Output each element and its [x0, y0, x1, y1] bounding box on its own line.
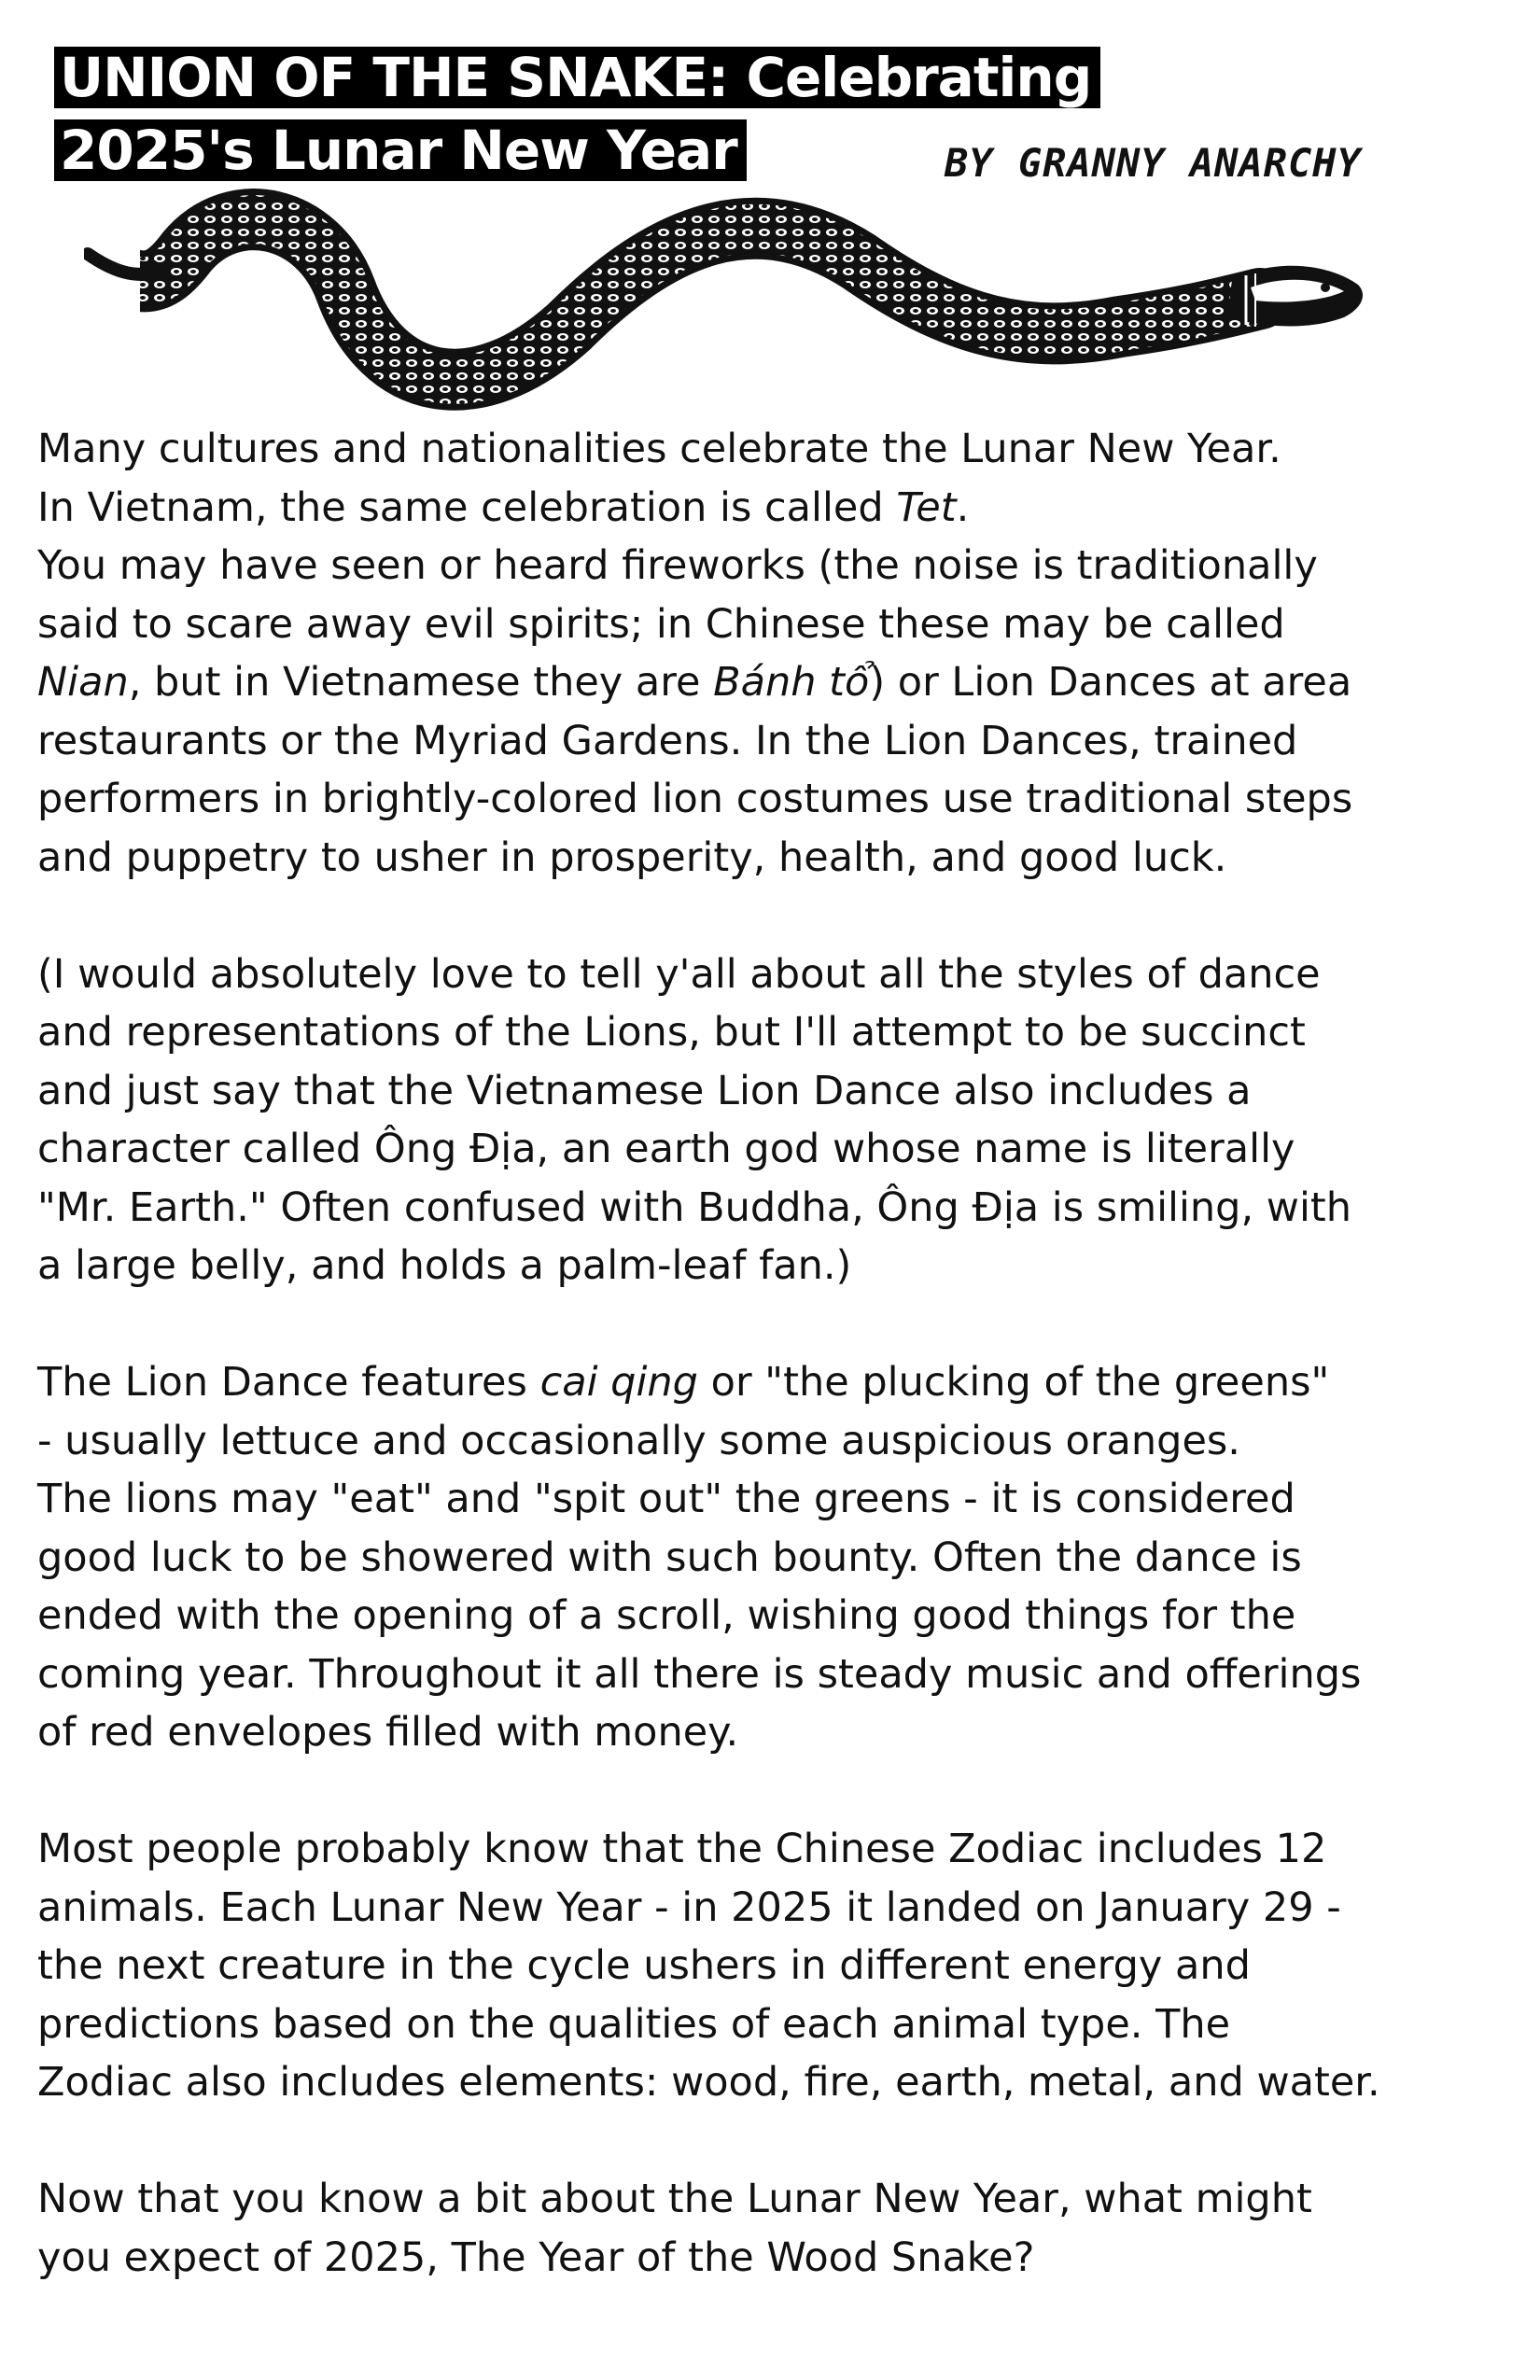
text-run: "Mr. Earth." Often confused with Buddha, Ông Địa is smiling, with — [37, 1183, 1352, 1231]
italic-term: Bánh tổ — [713, 659, 870, 706]
italic-term: cai qing — [539, 1359, 698, 1406]
text-line — [37, 1645, 1507, 1704]
text-line — [37, 1003, 1507, 1062]
text-run: the next creature in the cycle ushers in different energy and — [37, 1942, 1251, 1989]
text-run: you expect of 2025, The Year of the Wood Snake? — [37, 2233, 1035, 2281]
text-line — [37, 770, 1507, 829]
text-run: good luck to be showered with such bounty. Often the dance is — [37, 1533, 1302, 1581]
snake-illustration-icon — [84, 187, 1372, 429]
text-run: - usually lettuce and occasionally some auspicious oranges. — [37, 1417, 1240, 1464]
article-body — [37, 420, 1507, 2345]
paragraph-4 — [37, 1820, 1507, 2112]
text-run: animals. Each Lunar New Year - in 2025 it landed on January 29 - — [37, 1883, 1341, 1931]
text-line — [37, 1529, 1507, 1588]
text-run: . — [956, 483, 970, 531]
text-line — [37, 1120, 1507, 1179]
byline: BY GRANNY ANARCHY — [945, 140, 1362, 186]
text-run: The lions may "eat" and "spit out" the greens - it is considered — [37, 1476, 1295, 1522]
text-run: a large belly, and holds a palm-leaf fan.) — [37, 1242, 852, 1289]
text-line — [37, 712, 1507, 771]
text-line — [37, 595, 1507, 654]
text-line — [37, 1820, 1507, 1879]
text-run: or "the plucking of the greens" — [697, 1359, 1330, 1406]
paragraph-2 — [37, 945, 1507, 1295]
text-line — [37, 2053, 1507, 2112]
text-run: Many cultures and nationalities celebrate the Lunar New Year. — [37, 426, 1281, 472]
text-run: The Lion Dance features — [37, 1359, 540, 1406]
text-run: Zodiac also includes elements: wood, fire, earth, metal, and water. — [37, 2059, 1380, 2106]
text-line — [37, 1237, 1507, 1295]
text-line — [37, 1587, 1507, 1645]
text-run: coming year. Throughout it all there is steady music and offerings — [37, 1650, 1362, 1698]
text-run: said to scare away evil spirits; in Chinese these may be called — [37, 600, 1285, 648]
text-line — [37, 1879, 1507, 1938]
text-line — [37, 2170, 1507, 2229]
text-line — [37, 945, 1507, 1004]
italic-term: Nian — [37, 659, 129, 706]
text-run: predictions based on the qualities of each animal type. The — [37, 2000, 1231, 2048]
text-run: ) or Lion Dances at area — [869, 659, 1352, 706]
text-line — [37, 537, 1507, 595]
text-line — [37, 1179, 1507, 1238]
paragraph-3 — [37, 1353, 1507, 1762]
text-line — [37, 653, 1507, 712]
text-line — [37, 1703, 1507, 1762]
paragraph-5 — [37, 2170, 1507, 2287]
text-line — [37, 829, 1507, 888]
text-line — [37, 420, 1507, 479]
italic-term: Tet — [896, 483, 957, 531]
text-run: (I would absolutely love to tell y'all about all the styles of dance — [37, 950, 1321, 998]
text-run: performers in brightly-colored lion costumes use traditional steps — [37, 776, 1353, 822]
title-line-2: 2025's Lunar New Year — [54, 119, 747, 181]
text-run: and puppetry to usher in prosperity, health, and good luck. — [37, 833, 1227, 881]
text-run: You may have seen or heard fireworks (the noise is traditionally — [37, 542, 1318, 589]
text-line — [37, 479, 1507, 538]
text-line — [37, 1412, 1507, 1471]
text-line — [37, 2229, 1507, 2288]
text-line — [37, 1937, 1507, 1995]
text-run: and just say that the Vietnamese Lion Dance also includes a — [37, 1067, 1252, 1114]
text-run: of red envelopes filled with money. — [37, 1709, 739, 1756]
text-run: Now that you know a bit about the Lunar New Year, what might — [37, 2176, 1312, 2222]
text-run: In Vietnam, the same celebration is called — [37, 483, 897, 531]
text-run: and representations of the Lions, but I'll attempt to be succinct — [37, 1009, 1306, 1056]
paragraph-1 — [37, 420, 1507, 887]
text-run: ended with the opening of a scroll, wishing good things for the — [37, 1592, 1296, 1639]
text-run: restaurants or the Myriad Gardens. In the Lion Dances, trained — [37, 717, 1298, 764]
text-line — [37, 1353, 1507, 1412]
text-run: , but in Vietnamese they are — [128, 659, 714, 706]
title-line-1: UNION OF THE SNAKE: Celebrating — [54, 47, 1100, 108]
text-run: character called Ông Địa, an earth god whose name is literally — [37, 1126, 1295, 1172]
text-line — [37, 1062, 1507, 1121]
text-line — [37, 1470, 1507, 1529]
text-run: Most people probably know that the Chinese Zodiac includes 12 — [37, 1826, 1327, 1872]
text-line — [37, 1995, 1507, 2054]
